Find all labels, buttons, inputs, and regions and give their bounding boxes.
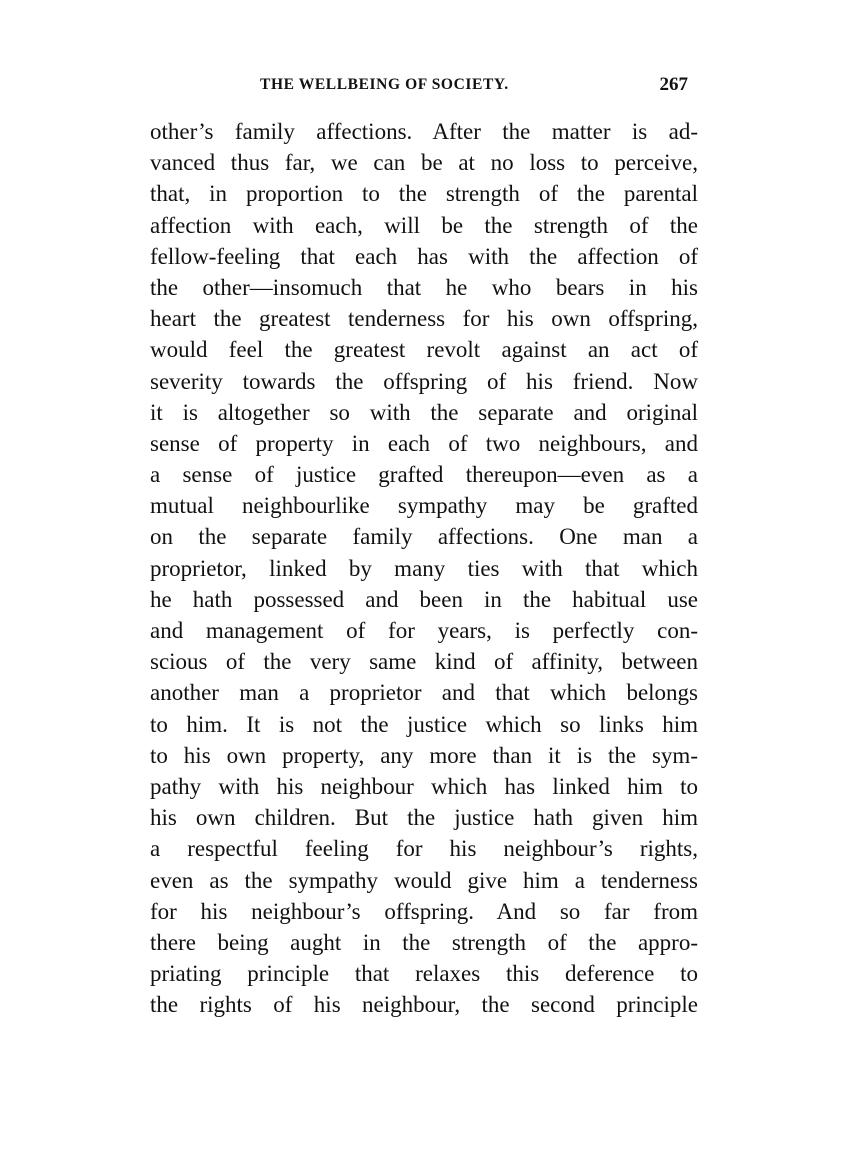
text-line: severity towards the offspring of his friend. Now: [150, 368, 698, 394]
text-line: and management of for years, is perfectly con-: [150, 618, 698, 643]
text-line: his own children. But the justice hath given him: [150, 805, 698, 831]
running-head-title: THE WELLBEING OF SOCIETY.: [260, 76, 509, 93]
text-line: pathy with his neighbour which has linked him to: [150, 773, 698, 799]
text-line: heart the greatest tenderness for his own offspring,: [150, 306, 698, 332]
text-line: a sense of justice grafted thereupon—even as a: [150, 462, 698, 488]
running-head: [150, 76, 698, 104]
text-line: affection with each, will be the strength of the: [150, 212, 698, 238]
text-line: sense of property in each of two neighbours, and: [150, 430, 698, 456]
text-line: another man a proprietor and that which belongs: [150, 680, 698, 706]
text-line: to him. It is not the justice which so links him: [150, 711, 698, 737]
text-line: a respectful feeling for his neighbour’s rights,: [150, 836, 698, 862]
text-line: to his own property, any more than it is the sym-: [150, 742, 698, 768]
text-line: the other—insomuch that he who bears in his: [150, 274, 698, 300]
text-line: it is altogether so with the separate and original: [150, 399, 698, 425]
body-text: [150, 116, 698, 1020]
text-line: mutual neighbourlike sympathy may be grafted: [150, 493, 698, 519]
text-line: the rights of his neighbour, the second principle: [150, 992, 698, 1018]
text-line: would feel the greatest revolt against an act of: [150, 337, 698, 363]
text-line: on the separate family affections. One man a: [150, 524, 698, 550]
text-line: even as the sympathy would give him a tenderness: [150, 867, 698, 893]
text-line: priating principle that relaxes this deference to: [150, 961, 698, 987]
page-number: 267: [659, 74, 688, 95]
text-line: scious of the very same kind of affinity, between: [150, 649, 698, 675]
text-line: other’s family affections. After the matter is ad-: [150, 119, 698, 144]
text-line: he hath possessed and been in the habitual use: [150, 586, 698, 612]
text-line: fellow-feeling that each has with the affection of: [150, 243, 698, 269]
text-line: vanced thus far, we can be at no loss to perceive,: [150, 150, 698, 176]
text-line: for his neighbour’s offspring. And so far from: [150, 898, 698, 924]
text-line: that, in proportion to the strength of the parental: [150, 181, 698, 207]
text-line: there being aught in the strength of the appro-: [150, 929, 698, 955]
text-line: proprietor, linked by many ties with that which: [150, 555, 698, 581]
